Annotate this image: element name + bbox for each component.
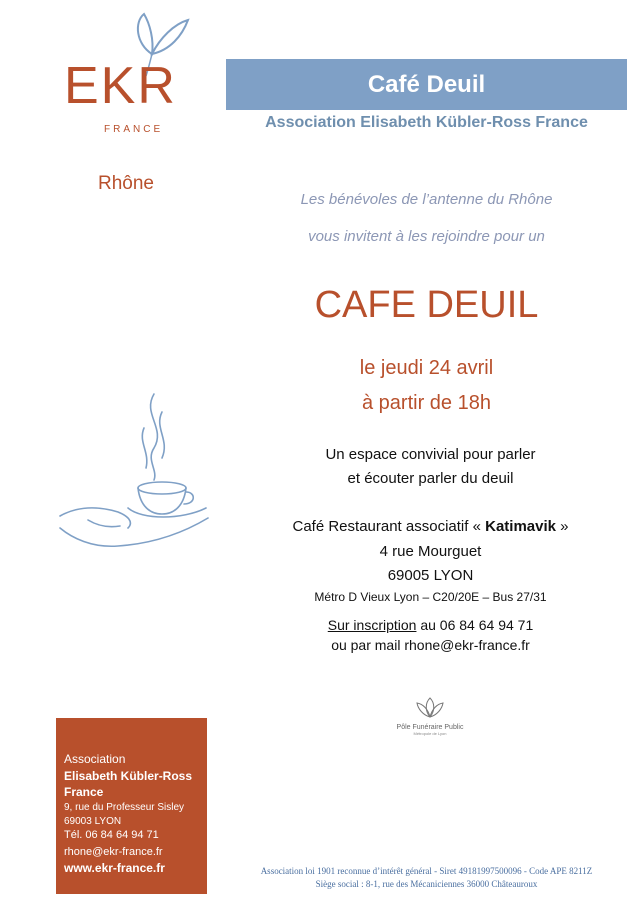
page-title: Café Deuil	[367, 71, 486, 98]
signup-phone: au 06 84 64 94 71	[416, 617, 534, 633]
contact-box	[56, 718, 207, 894]
coffee-cup-hand-icon	[58, 388, 218, 558]
description-line-2: et écouter parler du deuil	[347, 470, 514, 487]
venue-name	[226, 518, 627, 535]
signup-label: Sur inscription	[327, 617, 417, 633]
venue-street: 4 rue Mourguet	[379, 543, 482, 560]
partner-name: Pôle Funéraire Public	[396, 724, 464, 731]
event-time: à partir de 18h	[362, 392, 491, 414]
venue-city: 69005 LYON	[387, 567, 474, 584]
footer-country: France	[64, 785, 104, 799]
signup-line	[226, 617, 627, 633]
event-title: CAFE DEUIL	[314, 284, 539, 326]
venue-suffix: »	[555, 518, 569, 535]
invitation-line-1: Les bénévoles de l’antenne du Rhône	[300, 191, 553, 208]
footer-website[interactable]: www.ekr-france.fr	[64, 861, 165, 875]
venue-katimavik: Katimavik	[485, 518, 556, 535]
footer-association: Association	[64, 752, 126, 766]
footer-org-name: Elisabeth Kübler-Ross	[64, 769, 193, 783]
event-date: le jeudi 24 avril	[359, 357, 494, 379]
association-title: Association Elisabeth Kübler-Ross France	[265, 114, 588, 131]
venue-prefix: Café Restaurant associatif «	[292, 518, 486, 535]
logo-subtitle: FRANCE	[104, 124, 164, 135]
partner-subtitle: Métropole de Lyon	[413, 731, 447, 736]
footer-email[interactable]: rhone@ekr-france.fr	[64, 846, 163, 858]
venue-transport: Métro D Vieux Lyon – C20/20E – Bus 27/31	[314, 590, 547, 604]
ekr-logo	[60, 10, 210, 140]
footer-phone: Tél. 06 84 64 94 71	[64, 829, 159, 841]
description-line-1: Un espace convivial pour parler	[325, 446, 536, 463]
signup-mail: ou par mail rhone@ekr-france.fr	[331, 637, 530, 653]
partner-logo	[384, 697, 476, 736]
footer-address: 9, rue du Professeur Sisley	[64, 802, 185, 813]
legal-line-2: Siège social : 8-1, rue des Mécaniciennes 36000 Châteauroux	[315, 879, 538, 889]
logo-letters: EKR	[64, 57, 177, 115]
lotus-icon	[415, 697, 445, 719]
footer-city: 69003 LYON	[64, 816, 122, 827]
invitation-line-2: vous invitent à les rejoindre pour un	[308, 228, 545, 245]
region-label: Rhône	[98, 173, 154, 194]
legal-line-1: Association loi 1901 reconnue d’intérêt général - Siret 49181997500096 - Code APE 8211Z	[260, 866, 593, 876]
